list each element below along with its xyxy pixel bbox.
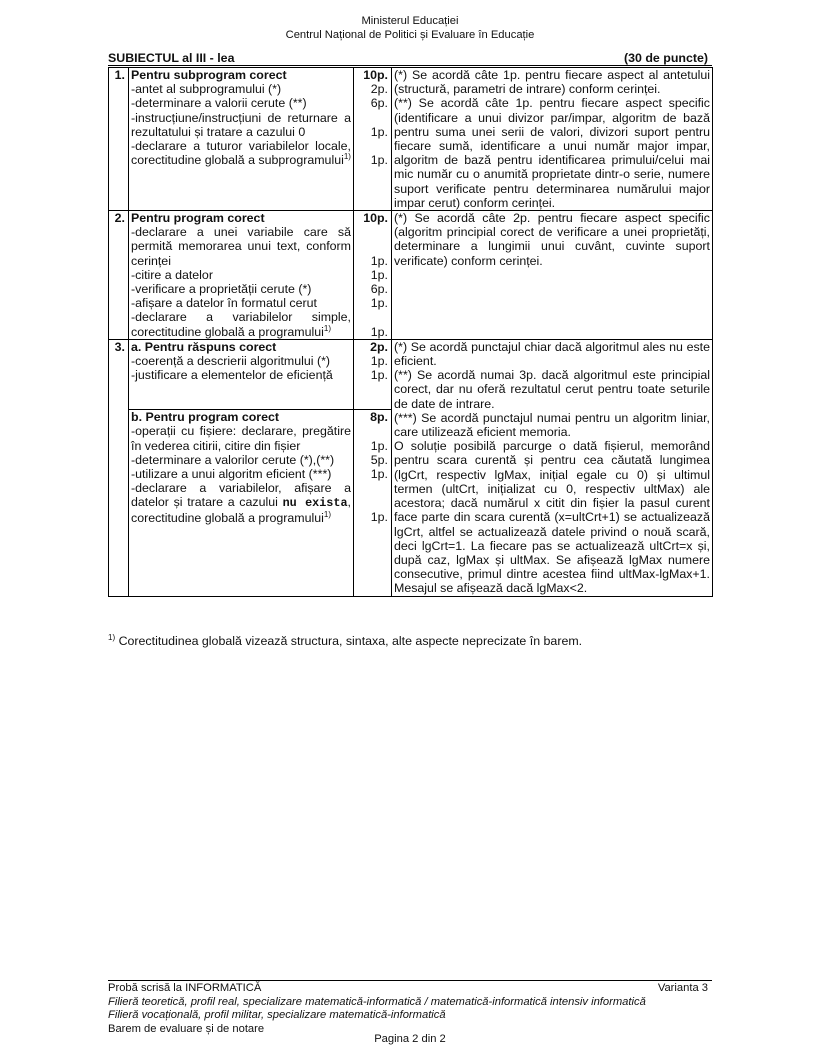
document-header bbox=[0, 14, 820, 42]
observation: (*) Se acordă câte 1p. pentru fiecare aspect al antetului (structură, parametri de intrare) conform cerinței. bbox=[394, 68, 710, 97]
criterion-points: 1p. bbox=[370, 124, 388, 139]
criterion-points: 6p. bbox=[370, 282, 388, 297]
item-total: 10p. bbox=[363, 68, 388, 82]
item-total: 10p. bbox=[363, 211, 388, 226]
criterion-points: 1p. bbox=[370, 324, 388, 339]
criterion-text: -declarare a variabilelor simple, corectitudine globală a programului bbox=[131, 310, 351, 339]
item-title: b. Pentru program corect bbox=[131, 410, 280, 425]
track-line: Filieră teoretică, profil real, specializare matematică-informatică / matematică-informatică intensiv informatică bbox=[108, 995, 646, 1008]
criterion-global bbox=[131, 481, 351, 525]
observations-cell bbox=[392, 211, 713, 340]
observation: (**) Se acordă câte 1p. pentru fiecare aspect specific (identificare a unui divizor par/impar, algoritm de bază pentru suma unei serii de valori, divizori suport pentru fiecare sumă, identificare a unui număr major impar, algoritm de bază pentru identificarea primului/celui mai mic număr cu o anumită proprietate dintr-o serie, numere suport verificate pentru determinarea numărului major impar cerut) conform cerinței. bbox=[394, 96, 710, 210]
subject-title: SUBIECTUL al III - lea bbox=[108, 51, 235, 65]
observation: (*) Se acordă câte 2p. pentru fiecare aspect specific (algoritm principial corect de verificare a unei proprietăți, determinare a lungimii unui cuvânt, cuvinte suport verificate) conform cerinței. bbox=[394, 211, 710, 268]
criterion: -coerență a descrierii algoritmului (*) bbox=[131, 354, 331, 369]
criterion-global bbox=[131, 139, 351, 167]
points-cell bbox=[354, 211, 392, 340]
criterion: -citire a datelor bbox=[131, 267, 213, 282]
footnote-ref: 1) bbox=[343, 152, 351, 162]
exam-name: Probă scrisă la INFORMATICĂ bbox=[108, 982, 262, 994]
item-number: 1. bbox=[109, 68, 129, 211]
criterion: -afișare a datelor în formatul cerut bbox=[131, 296, 317, 311]
criterion-points: 6p. bbox=[370, 96, 388, 111]
code-literal: nu exista bbox=[282, 496, 348, 511]
points-cell bbox=[354, 339, 392, 409]
criterion: -operații cu fișiere: declarare, pregătire în vederea citirii, citire din fișier bbox=[131, 424, 351, 453]
criteria-cell bbox=[129, 410, 354, 596]
footnote-ref: 1) bbox=[323, 323, 331, 333]
points-cell bbox=[354, 410, 392, 596]
table-row bbox=[109, 211, 713, 340]
document-type: Barem de evaluare și de notare bbox=[108, 1022, 265, 1035]
criterion: -determinare a valorii cerute (**) bbox=[131, 96, 307, 111]
criterion: -verificare a proprietății cerute (*) bbox=[131, 282, 312, 297]
criterion: -instrucțiune/instrucțiuni de returnare a rezultatului și tratare a cazului 0 bbox=[131, 110, 351, 139]
center-name: Centrul Național de Politici și Evaluare în Educație bbox=[285, 29, 535, 41]
observation: (**) Se acordă numai 3p. dacă algoritmul este principial corect, dar nu oferă rezultatul cerut pentru toate seturile de date de intrare. bbox=[394, 368, 710, 411]
footer-rule bbox=[108, 980, 712, 981]
observation: (***) Se acordă punctajul numai pentru un algoritm liniar, care utilizează eficient memoria. bbox=[394, 410, 710, 440]
criterion-points: 1p. bbox=[370, 438, 388, 453]
criterion-points: 5p. bbox=[370, 452, 388, 467]
criterion-points: 1p. bbox=[370, 296, 388, 311]
document-footer bbox=[108, 982, 712, 1036]
criterion-global bbox=[131, 310, 351, 338]
observation: (*) Se acordă punctajul chiar dacă algoritmul ales nu este eficient. bbox=[394, 339, 710, 369]
variant-label: Varianta 3 bbox=[657, 982, 708, 994]
criterion-points: 1p. bbox=[370, 368, 388, 383]
criterion: -utilizare a unui algoritm eficient (***) bbox=[131, 466, 332, 481]
item-number: 2. bbox=[109, 211, 129, 340]
scoring-table bbox=[108, 67, 713, 597]
item-title: Pentru subprogram corect bbox=[131, 68, 287, 82]
observations-cell bbox=[392, 68, 713, 211]
criterion-points: 1p. bbox=[370, 153, 388, 168]
observations-cell bbox=[392, 339, 713, 596]
footnote bbox=[108, 634, 712, 648]
footnote-mark: 1) bbox=[108, 632, 116, 642]
footnote-text: Corectitudinea globală vizează structura, sintaxa, alte aspecte neprecizate în barem. bbox=[118, 634, 583, 648]
page-number: Pagina 2 din 2 bbox=[374, 1033, 446, 1045]
criterion-points: 1p. bbox=[370, 354, 388, 369]
item-total: 8p. bbox=[370, 410, 388, 425]
criterion-points: 1p. bbox=[370, 509, 388, 524]
subject-points: (30 de puncte) bbox=[624, 51, 708, 65]
criterion-text: -declarare a variabilelor, afișare a datelor și tratare a cazului bbox=[131, 481, 351, 510]
criterion: -antet al subprogramului (*) bbox=[131, 82, 282, 97]
criterion-text: -declarare a tuturor variabilelor locale, corectitudine globală a subprogramului bbox=[131, 139, 351, 168]
criterion-points: 1p. bbox=[370, 267, 388, 282]
item-number: 3. bbox=[109, 339, 129, 596]
footnote-ref: 1) bbox=[323, 509, 331, 519]
item-title: a. Pentru răspuns corect bbox=[131, 339, 277, 354]
subject-heading bbox=[108, 51, 712, 66]
item-title: Pentru program corect bbox=[131, 211, 265, 226]
criteria-cell bbox=[129, 68, 354, 211]
criteria-cell bbox=[129, 339, 354, 409]
criterion: -declarare a unei variabile care să permită memorarea unui text, conform cerinței bbox=[131, 225, 351, 268]
criterion-points: 1p. bbox=[370, 253, 388, 268]
criterion-points: 1p. bbox=[370, 466, 388, 481]
criterion-points: 2p. bbox=[370, 82, 388, 97]
criterion-text: , corectitudine globală a programului bbox=[131, 495, 351, 525]
table-row bbox=[109, 68, 713, 211]
criterion: -determinare a valorilor cerute (*),(**) bbox=[131, 452, 335, 467]
item-total: 2p. bbox=[370, 339, 388, 354]
observation: O soluție posibilă parcurge o dată fișierul, memorând pentru scara curentă și pentru cea căutată lungimea (lgCrt, respectiv lgMax, inițial egale cu 0) și ultimul termen (ultCrt, inițializat cu 0, respectiv ultMax) ale acestora; dacă numărul x citit din fișier la pasul curent face parte din scara curentă (x=ultCrt+1) se actualizează lgCrt, altfel se actualizează datele privind o nouă scară, deci lgCrt=1. La fiecare pas se actualizează ultCrt=x și, după caz, lgMax și ultMax. Se afișează lgMax numere consecutive, primul dintre acestea fiind ultMax-lgMax+1. Mesajul se afișează dacă lgMax<2. bbox=[394, 439, 710, 596]
heading-rule bbox=[108, 65, 712, 66]
points-cell bbox=[354, 68, 392, 211]
ministry-name: Ministerul Educației bbox=[361, 15, 459, 27]
criteria-cell bbox=[129, 211, 354, 340]
track-line: Filieră vocațională, profil militar, specializare matematică-informatică bbox=[108, 1009, 446, 1022]
criterion: -justificare a elementelor de eficiență bbox=[131, 368, 333, 383]
table-row bbox=[109, 339, 713, 409]
